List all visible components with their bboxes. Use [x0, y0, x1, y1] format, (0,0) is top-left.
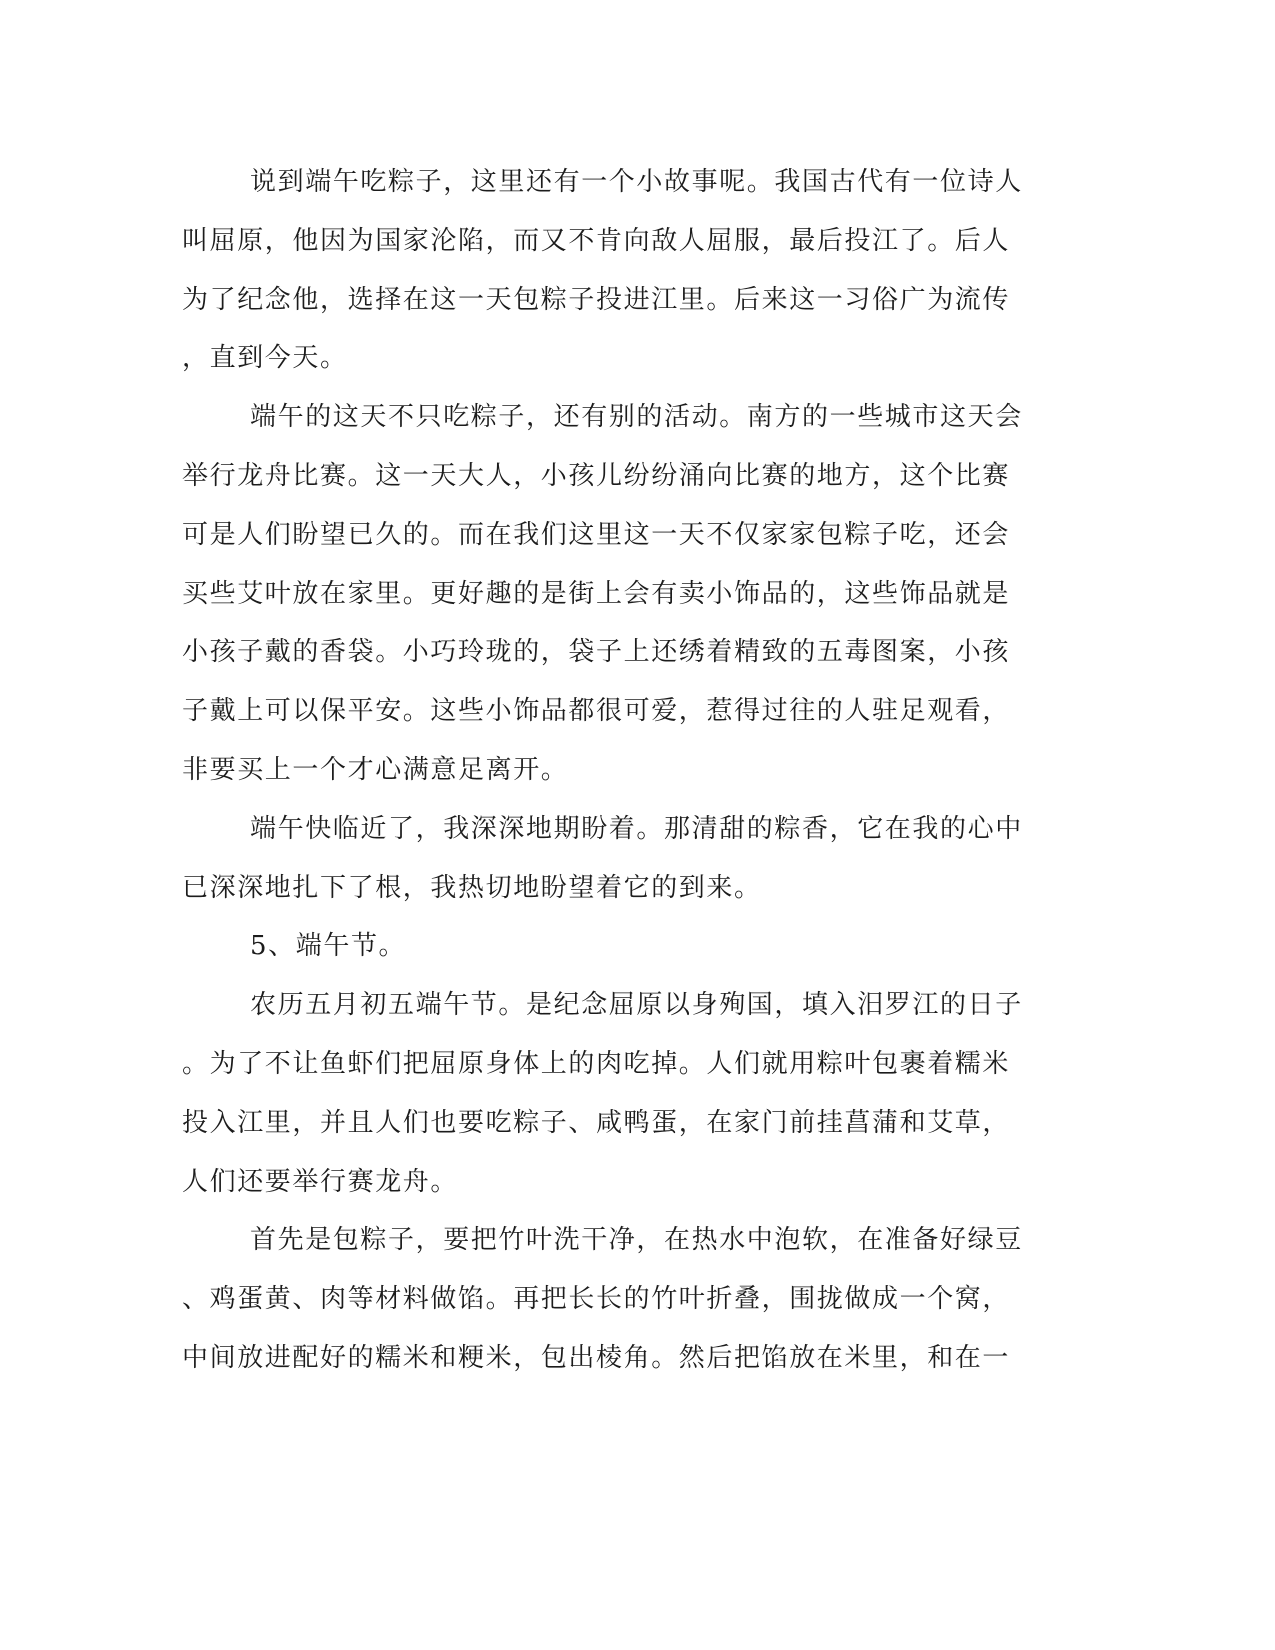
text-line: 小孩子戴的香袋。小巧玲珑的，袋子上还绣着精致的五毒图案，小孩 [182, 637, 1011, 668]
text-line: 端午的这天不只吃粽子，还有别的活动。南方的一些城市这天会 [250, 402, 1023, 433]
text-line: 投入江里，并且人们也要吃粽子、咸鸭蛋，在家门前挂菖蒲和艾草， [182, 1107, 1011, 1138]
text-line: 已深深地扎下了根，我热切地盼望着它的到来。 [182, 872, 762, 903]
section-heading-text: 5、端午节。 [250, 931, 407, 962]
paragraph-activities [182, 388, 1042, 800]
paragraph-festival-origin [182, 976, 1042, 1211]
text-line: 首先是包粽子，要把竹叶洗干净，在热水中泡软，在准备好绿豆 [250, 1225, 1023, 1256]
text-line: 为了纪念他，选择在这一天包粽子投进江里。后来这一习俗广为流传 [182, 284, 1011, 315]
document-body [182, 153, 1042, 1388]
text-line: 、鸡蛋黄、肉等材料做馅。再把长长的竹叶折叠，围拢做成一个窝， [182, 1284, 1011, 1315]
text-line: 非要买上一个才心满意足离开。 [182, 754, 569, 785]
paragraph-anticipation [182, 800, 1042, 918]
paragraph-making-zongzi [182, 1211, 1042, 1387]
paragraph-dragon-boat-story [182, 153, 1042, 388]
section-heading [182, 917, 1042, 976]
text-line: 说到端午吃粽子，这里还有一个小故事呢。我国古代有一位诗人 [250, 167, 1023, 197]
text-line: 中间放进配好的糯米和粳米，包出棱角。然后把馅放在米里，和在一 [182, 1342, 1011, 1373]
text-line: 。为了不让鱼虾们把屈原身体上的肉吃掉。人们就用粽叶包裹着糯米 [182, 1048, 1011, 1079]
text-line: 买些艾叶放在家里。更好趣的是街上会有卖小饰品的，这些饰品就是 [182, 578, 1011, 609]
text-line: 可是人们盼望已久的。而在我们这里这一天不仅家家包粽子吃，还会 [182, 519, 1011, 550]
text-line: 端午快临近了，我深深地期盼着。那清甜的粽香，它在我的心中 [250, 813, 1023, 844]
text-line: 人们还要举行赛龙舟。 [182, 1166, 459, 1197]
text-line: 举行龙舟比赛。这一天大人，小孩儿纷纷涌向比赛的地方，这个比赛 [182, 460, 1011, 491]
text-line: 农历五月初五端午节。是纪念屈原以身殉国，填入汨罗江的日子 [250, 990, 1023, 1021]
text-line: ，直到今天。 [182, 343, 348, 374]
text-line: 叫屈原，他因为国家沦陷，而又不肯向敌人屈服，最后投江了。后人 [182, 225, 1011, 256]
text-line: 子戴上可以保平安。这些小饰品都很可爱，惹得过往的人驻足观看， [182, 696, 1011, 727]
